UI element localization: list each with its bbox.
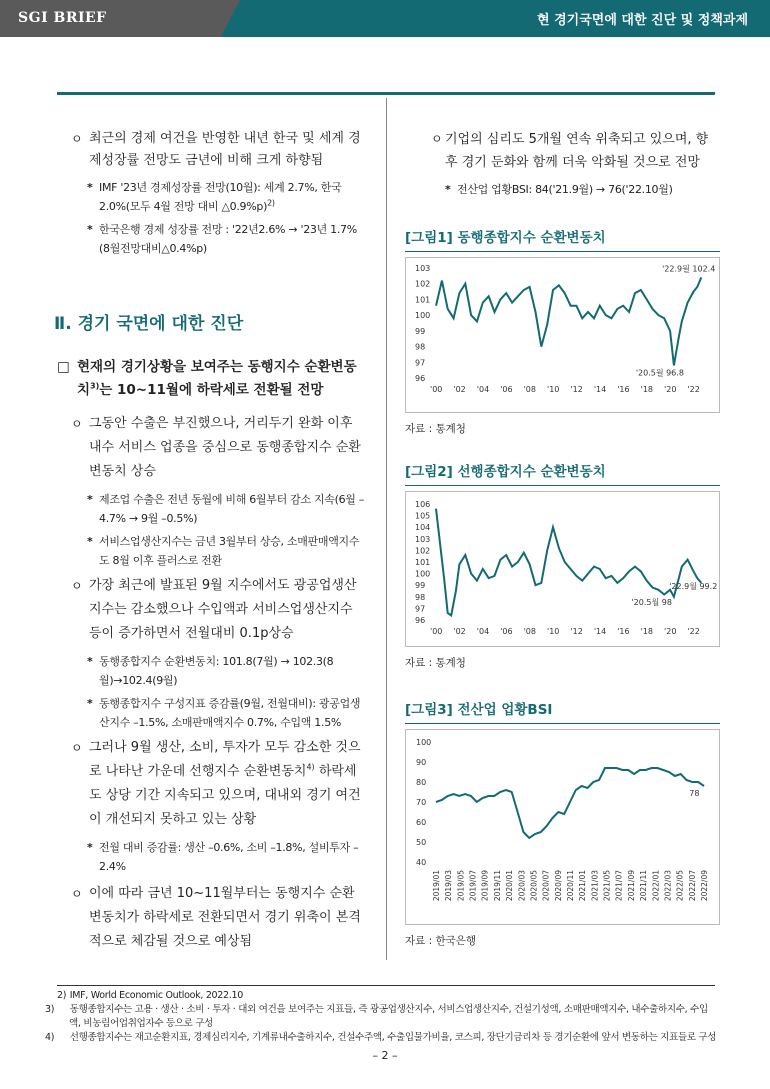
chart-frame xyxy=(405,491,720,647)
x-tick-label: 2020/11 xyxy=(566,870,575,902)
y-tick-label: 101 xyxy=(415,558,431,567)
note-item xyxy=(57,490,367,528)
footnote-text: IMF, World Economic Outlook, 2022.10 xyxy=(69,990,244,1001)
note-text: 전월 대비 증감률: 생산 –0.6%, 소비 –1.8%, 설비투자 –2.4% xyxy=(99,841,359,873)
bullet-mark: ㅇ xyxy=(71,417,83,431)
x-tick-label: '10 xyxy=(547,385,560,394)
x-tick-label: '04 xyxy=(476,385,490,394)
note-text: 서비스업생산지수는 금년 3월부터 상승, 소매판매액지수도 8월 이후 플러스로 전환 xyxy=(99,535,360,567)
y-tick-label: 96 xyxy=(415,616,426,625)
key-point-text-b: 는 10~11월에 하락세로 전환될 전망 xyxy=(99,382,324,398)
x-tick-label: '14 xyxy=(593,627,607,636)
x-tick-label: '08 xyxy=(523,627,537,636)
section-title: Ⅱ. 경기 국면에 대한 진단 xyxy=(54,314,244,334)
footnote-3 xyxy=(45,1003,717,1031)
bullet-item xyxy=(57,882,367,954)
chart-frame xyxy=(405,257,720,413)
header-rule xyxy=(57,92,715,95)
y-tick-label: 99 xyxy=(415,326,426,336)
x-tick-label: '20 xyxy=(664,627,677,636)
footnote-ref[interactable]: 3) xyxy=(90,381,100,391)
line-chart-leading xyxy=(406,492,719,642)
y-tick-label: 100 xyxy=(416,738,432,747)
x-tick-label: '20 xyxy=(664,385,677,394)
x-tick-label: 2020/09 xyxy=(553,870,563,902)
bullet-mark: ㅇ xyxy=(431,132,443,146)
note-text: 동행종합지수 구성지표 증감률(9월, 전월대비): 광공업생산지수 –1.5%, 소매판매액지수 0.7%, 수입액 1.5% xyxy=(99,697,361,729)
figure-1 xyxy=(405,226,720,436)
x-tick-label: 2021/01 xyxy=(578,870,588,902)
column-divider xyxy=(386,98,387,960)
y-tick-label: 102 xyxy=(415,279,431,289)
bullet-item xyxy=(405,128,720,174)
note-mark: * xyxy=(87,493,93,506)
note-mark: * xyxy=(87,655,93,668)
figure-source: 자료 : 통계청 xyxy=(405,423,466,435)
page-number: – 2 – xyxy=(372,1049,398,1062)
bullet-text: 그동안 수출은 부진했으나, 거리두기 완화 이후 내수 서비스 업종을 중심으로 동행종합지수 순환변동치 상승 xyxy=(89,416,361,479)
x-tick-label: '22 xyxy=(687,627,700,636)
figure-rule xyxy=(405,251,720,252)
y-tick-label: 96 xyxy=(415,374,426,383)
footnote-index: 2) xyxy=(57,990,67,1001)
page-header xyxy=(0,0,770,37)
note-item xyxy=(57,178,367,216)
left-column xyxy=(54,128,367,954)
x-tick-label: 2021/09 xyxy=(626,870,636,902)
bullet-mark: ㅇ xyxy=(71,741,83,755)
x-tick-label: 2020/01 xyxy=(505,870,515,902)
x-tick-label: '02 xyxy=(453,385,466,394)
y-tick-label: 98 xyxy=(415,592,426,602)
y-tick-label: 100 xyxy=(415,569,431,579)
data-annotation: 78 xyxy=(689,789,700,798)
y-tick-label: 100 xyxy=(415,311,431,321)
bullet-item xyxy=(57,412,367,484)
x-tick-label: 2019/09 xyxy=(480,870,490,902)
x-tick-label: '16 xyxy=(617,385,630,394)
figure-rule xyxy=(405,723,720,724)
footnote-index: 4) xyxy=(45,1032,55,1043)
x-tick-label: '18 xyxy=(640,385,654,394)
data-annotation: '22.9월 99.2 xyxy=(669,581,718,591)
bullet-mark: ㅇ xyxy=(71,887,83,901)
x-tick-label: '00 xyxy=(430,385,443,394)
bullet-text: 가장 최근에 발표된 9월 지수에서도 광공업생산지수는 감소했으나 수입액과 서비스업생산지수 등이 증가하면서 전월대비 0.1p상승 xyxy=(89,578,357,641)
y-tick-label: 105 xyxy=(415,511,431,521)
x-tick-label: '06 xyxy=(500,385,513,394)
x-tick-label: '02 xyxy=(453,627,466,636)
y-tick-label: 101 xyxy=(415,295,431,305)
y-tick-label: 99 xyxy=(415,581,426,591)
bullet-text: 이에 따라 금년 10~11월부터는 동행지수 순환변동치가 하락세로 전환되면서 경기 위축이 본격적으로 체감될 것으로 예상됨 xyxy=(89,886,361,949)
bullet-item xyxy=(57,128,367,172)
x-tick-label: 2022/05 xyxy=(675,870,685,902)
figure-3 xyxy=(405,698,720,948)
bullet-text: 기업의 심리도 5개월 연속 위축되고 있으며, 향후 경기 둔화와 함께 더욱 악화될 것으로 전망 xyxy=(445,132,709,170)
bullet-mark: ㅇ xyxy=(71,579,83,593)
note-item xyxy=(57,220,367,258)
x-tick-label: 2019/03 xyxy=(444,870,454,902)
x-tick-label: 2019/05 xyxy=(456,870,466,902)
y-tick-label: 60 xyxy=(416,818,427,827)
note-mark: * xyxy=(445,183,451,196)
key-point-text-a: 현재의 경기상황을 보여주는 동행지수 순환변동치 xyxy=(77,359,357,398)
figure-title: [그림2] 선행종합지수 순환변동치 xyxy=(405,464,606,480)
figure-title: [그림3] 전산업 업황BSI xyxy=(405,702,553,718)
footnote-ref[interactable]: 4) xyxy=(306,762,315,772)
x-tick-label: 2019/07 xyxy=(468,870,478,902)
note-text: 전산업 업황BSI: 84('21.9월) → 76('22.10월) xyxy=(457,183,673,196)
bullet-text: 최근의 경제 여건을 반영한 내년 한국 및 세계 경제성장률 전망도 금년에 비해 크게 하향됨 xyxy=(89,131,361,168)
data-annotation: '20.5월 98 xyxy=(631,597,672,607)
x-tick-label: 2022/09 xyxy=(700,870,709,902)
y-tick-label: 97 xyxy=(415,604,426,614)
data-annotation: '20.5월 96.8 xyxy=(635,368,684,378)
bullet-text-a: 그러나 9월 생산, 소비, 투자가 모두 감소한 것으로 나타난 가운데 선행지수 순환변동치 xyxy=(89,740,361,779)
data-annotation: '22.9월 102.4 xyxy=(662,264,716,274)
note-text: IMF '23년 경제성장률 전망(10월): 세계 2.7%, 한국 2.0%(모두 4월 전망 대비 △0.9%p) xyxy=(99,181,342,213)
x-tick-label: '06 xyxy=(500,627,513,636)
figure-rule xyxy=(405,485,720,486)
y-tick-label: 70 xyxy=(416,798,427,807)
footnote-2 xyxy=(57,989,717,1003)
x-tick-label: 2021/07 xyxy=(614,870,624,902)
x-tick-label: '08 xyxy=(523,385,537,394)
chart-frame xyxy=(405,729,720,925)
footnote-text: 선행종합지수는 재고순환지표, 경제심리지수, 기계류내수출하지수, 건설수주액, 수출입물가비율, 코스피, 장단기금리차 등 경기순환에 앞서 변동하는 지표들로 구성 xyxy=(69,1032,717,1043)
y-tick-label: 97 xyxy=(415,358,426,368)
line-chart-coincident xyxy=(406,258,719,408)
y-tick-label: 104 xyxy=(415,523,431,533)
y-tick-label: 40 xyxy=(416,858,427,867)
x-tick-label: '22 xyxy=(687,385,700,394)
note-item xyxy=(57,532,367,570)
x-tick-label: '10 xyxy=(547,627,560,636)
x-tick-label: 2021/05 xyxy=(602,870,612,902)
x-tick-label: '12 xyxy=(570,385,583,394)
note-mark: * xyxy=(87,841,93,854)
y-tick-label: 98 xyxy=(415,342,426,352)
x-tick-label: 2020/03 xyxy=(517,870,527,902)
y-tick-label: 80 xyxy=(416,778,427,787)
x-tick-label: '12 xyxy=(570,627,583,636)
note-mark: * xyxy=(87,697,93,710)
note-mark: * xyxy=(87,535,93,548)
x-tick-label: '14 xyxy=(593,385,607,394)
y-tick-label: 106 xyxy=(415,500,431,509)
note-item xyxy=(57,694,367,732)
figure-source: 자료 : 통계청 xyxy=(405,657,466,669)
y-tick-label: 103 xyxy=(415,534,431,544)
square-mark: □ xyxy=(57,359,70,375)
y-tick-label: 50 xyxy=(416,838,427,847)
x-tick-label: '16 xyxy=(617,627,630,636)
right-column xyxy=(405,128,720,948)
figure-title: [그림1] 동행종합지수 순환변동치 xyxy=(405,230,606,246)
x-tick-label: 2020/05 xyxy=(529,870,539,902)
series-line xyxy=(436,277,701,365)
bullet-text-b: 하락세도 상당 기간 지속되고 있으며, 대내외 경기 여건이 개선되지 못하고 있는 상황 xyxy=(89,764,361,827)
line-chart-bsi xyxy=(406,730,719,920)
note-item xyxy=(405,180,720,199)
note-text: 한국은행 경제 성장률 전망 : '22년2.6% → '23년 1.7%(8월전망대비△0.4%p) xyxy=(99,223,357,255)
x-tick-label: 2019/11 xyxy=(492,870,502,902)
note-mark: * xyxy=(87,223,93,236)
x-tick-label: '18 xyxy=(640,627,654,636)
footnote-4 xyxy=(45,1031,717,1045)
footnote-ref[interactable]: 2) xyxy=(267,198,275,208)
x-tick-label: 2019/01 xyxy=(432,870,441,902)
bullet-item xyxy=(57,574,367,646)
brand-label: SGI BRIEF xyxy=(18,10,107,26)
x-tick-label: 2022/07 xyxy=(687,870,697,902)
header-title: 현 경기국면에 대한 진단 및 정책과제 xyxy=(537,13,748,28)
x-tick-label: 2021/11 xyxy=(639,870,649,902)
footnote-text: 동행종합지수는 고용 · 생산 · 소비 · 투자 · 대외 여건을 보여주는 지표들, 즉 광공업생산지수, 서비스업생산지수, 건설기성액, 소매판매액지수, 내수출하지수, 수입액, 비농림어업취업자수 등으로 구성 xyxy=(69,1004,708,1029)
x-tick-label: '04 xyxy=(476,627,490,636)
bullet-mark: ㅇ xyxy=(71,132,83,146)
bullet-item xyxy=(57,736,367,832)
note-mark: * xyxy=(87,181,93,194)
x-tick-label: 2022/01 xyxy=(651,870,661,902)
x-tick-label: 2021/03 xyxy=(590,870,600,902)
note-text: 제조업 수출은 전년 동월에 비해 6월부터 감소 지속(6월 –4.7% → 9월 –0.5%) xyxy=(99,493,365,525)
footnote-rule xyxy=(57,985,715,986)
y-tick-label: 90 xyxy=(416,758,427,767)
x-tick-label: 2020/07 xyxy=(541,870,551,902)
note-item xyxy=(57,838,367,876)
x-tick-label: '00 xyxy=(430,627,443,636)
note-text: 동행종합지수 순환변동치: 101.8(7월) → 102.3(8월)→102.4(9월) xyxy=(99,655,334,687)
key-point xyxy=(57,356,367,402)
series-line xyxy=(436,768,704,838)
figure-source: 자료 : 한국은행 xyxy=(405,935,477,947)
y-tick-label: 103 xyxy=(415,264,431,273)
x-tick-label: 2022/03 xyxy=(663,870,673,902)
footnote-index: 3) xyxy=(45,1004,55,1015)
figure-2 xyxy=(405,460,720,670)
note-item xyxy=(57,652,367,690)
y-tick-label: 102 xyxy=(415,546,431,556)
